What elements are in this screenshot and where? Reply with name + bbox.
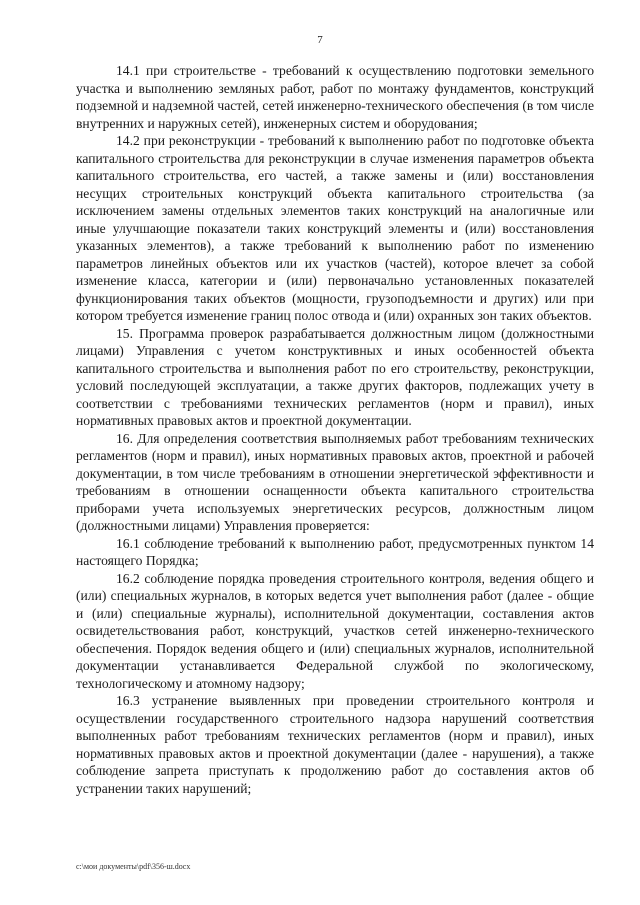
- page-number: 7: [317, 34, 323, 46]
- paragraph-15: 15. Программа проверок разрабатывается должностным лицом (должностными лицами) Управления с учетом конструктивных и иных особенностей объекта капитального строительства и выполнения работ по его строительству, реконструкции, условий последующей эксплуатации, а также других факторов, подлежащих учету в соответствии с требованиями технических регламентов (норм и правил), иных нормативных правовых актов и проектной документации.: [76, 325, 594, 428]
- paragraph-16-3: 16.3 устранение выявленных при проведении строительного контроля и осуществлении государственного строительного надзора нарушений соответствия выполненных работ требованиям технических регламентов (норм и правил), иных нормативных правовых актов и проектной документации (далее - нарушения), а также соблюдение запрета приступать к продолжению работ до составления актов об устранении таких нарушений;: [76, 693, 594, 796]
- paragraph-16-1: 16.1 соблюдение требований к выполнению работ, предусмотренных пунктом 14 настоящего Порядка;: [76, 535, 594, 568]
- paragraph-14-1: 14.1 при строительстве - требований к осуществлению подготовки земельного участка и выполнению земляных работ, работ по монтажу фундаментов, конструкций подземной и надземной частей, сетей инженерно-технического обеспечения (в том числе внутренних и наружных сетей), инженерных систем и оборудования;: [76, 63, 594, 131]
- paragraph-14-2: 14.2 при реконструкции - требований к выполнению работ по подготовке объекта капитального строительства для реконструкции в случае изменения параметров объекта капитального строительства, его частей, а также замены и (или) восстановления несущих строительных конструкций объекта капитального строительства (за исключением замены отдельных элементов таких конструкций на аналогичные или иные улучшающие показатели таких конструкций элементы и (или) восстановления указанных элементов), а также требований к выполнению работ по изменению параметров линейных объектов или их участков (частей), которое влечет за собой изменение класса, категории и (или) первоначально установленных показателей функционирования таких объектов (мощности, грузоподъемности и других) или при котором требуется изменение границ полос отвода и (или) охранных зон таких объектов.: [76, 133, 594, 323]
- document-body: [76, 62, 594, 797]
- paragraph-16-2: 16.2 соблюдение порядка проведения строительного контроля, ведения общего и (или) специальных журналов, в которых ведется учет выполнения работ (далее - общие и (или) специальные журналы), исполнительной документации, составления актов освидетельствования работ, конструкций, участков сетей инженерно-технического обеспечения. Порядок ведения общего и (или) специальных журналов, исполнительной документации устанавливается Федеральной службой по экологическому, технологическому и атомному надзору;: [76, 570, 594, 691]
- paragraph-16: 16. Для определения соответствия выполняемых работ требованиям технических регламентов (норм и правил), иных нормативных правовых актов, проектной и рабочей документации, в том числе требованиям в отношении энергетической эффективности и требованиям в отношении оснащенности объекта капитального строительства приборами учета используемых энергетических ресурсов, должностным лицом (должностными лицами) Управления проверяется:: [76, 430, 594, 533]
- footer-file-path: c:\мои документы\pdf\356-ш.docx: [76, 862, 191, 871]
